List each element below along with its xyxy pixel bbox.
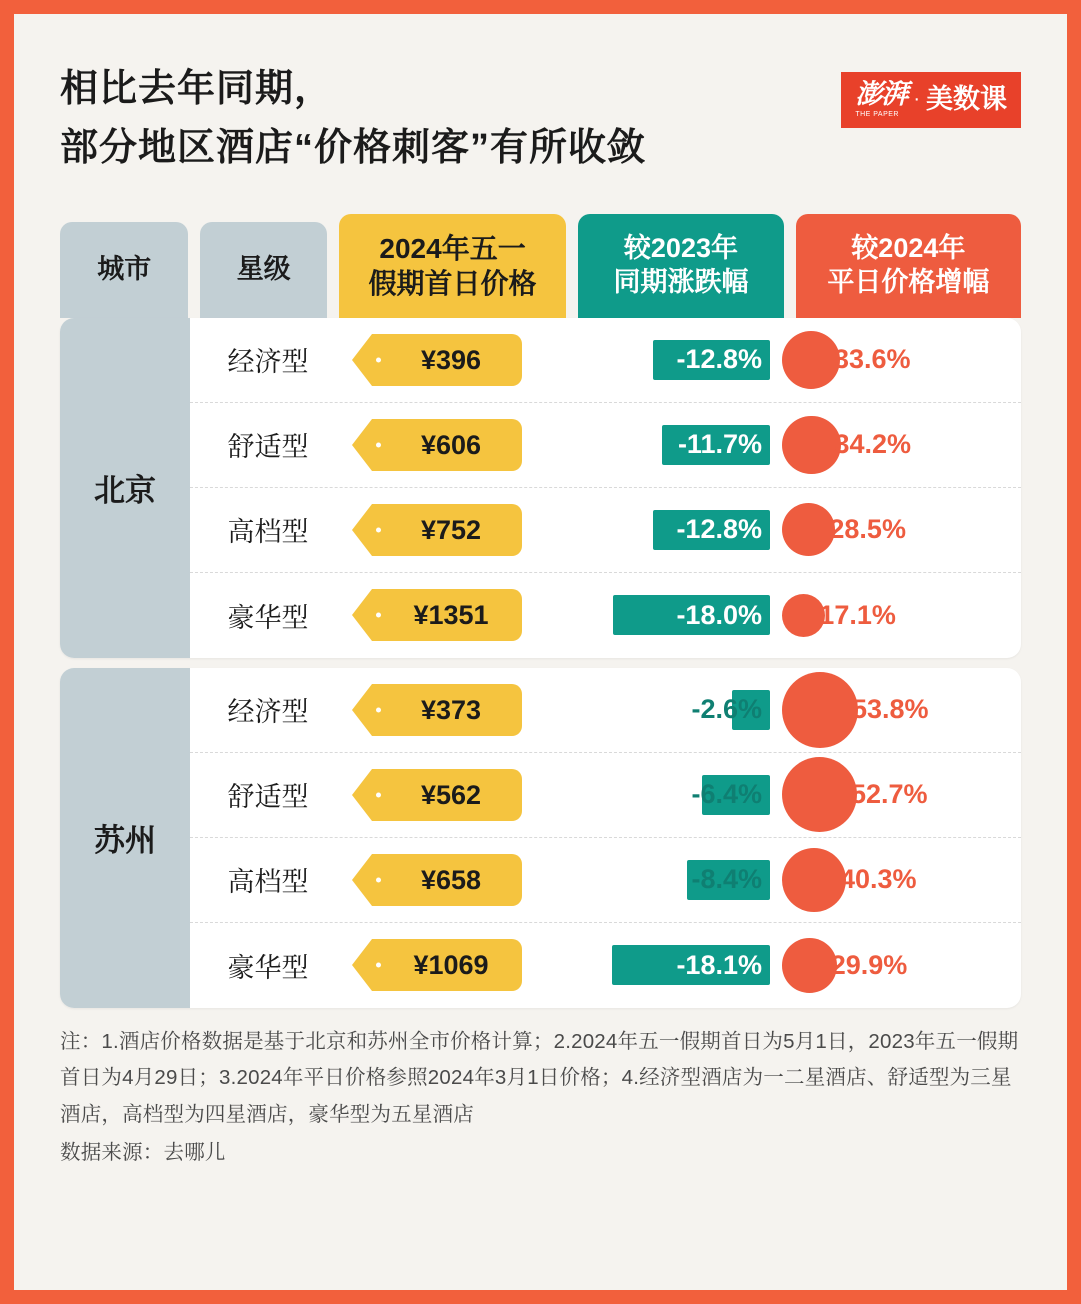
city-label: 北京 xyxy=(60,318,190,658)
yoy-cell xyxy=(562,573,770,658)
weekday-bubble xyxy=(782,331,840,389)
price-tag: ¥373 xyxy=(372,684,522,736)
weekday-cell xyxy=(770,938,998,993)
logo-sub: 美数课 xyxy=(926,83,1007,114)
logo-brand: 澎湃 THE PAPER xyxy=(855,78,908,118)
weekday-value: 34.2% xyxy=(834,429,912,460)
city-group xyxy=(60,318,1021,658)
weekday-value: 52.7% xyxy=(851,779,928,810)
yoy-value: -12.8% xyxy=(676,344,762,375)
weekday-cell xyxy=(770,416,998,475)
price-cell xyxy=(332,504,562,556)
price-tag: ¥1069 xyxy=(372,939,522,991)
table-row xyxy=(190,923,1021,1008)
price-tag: ¥752 xyxy=(372,504,522,556)
weekday-cell xyxy=(770,594,998,637)
price-tag: ¥562 xyxy=(372,769,522,821)
yoy-value: -11.7% xyxy=(677,429,762,460)
price-tag: ¥1351 xyxy=(372,589,522,641)
table-row xyxy=(190,668,1021,753)
star-level: 经济型 xyxy=(227,347,309,378)
yoy-cell xyxy=(562,318,770,402)
yoy-cell xyxy=(562,753,770,837)
price-cell xyxy=(332,939,562,991)
title-line-1: 相比去年同期， xyxy=(60,68,334,110)
price-cell xyxy=(332,769,562,821)
column-header-price xyxy=(339,214,566,318)
column-header-weekday-line2: 平日价格增幅 xyxy=(827,266,990,297)
column-header-city: 城市 xyxy=(60,222,188,318)
price-cell xyxy=(332,334,562,386)
yoy-cell xyxy=(562,668,770,752)
price-cell xyxy=(332,419,562,471)
table-header-row xyxy=(60,214,1021,318)
table-body xyxy=(60,318,1021,1008)
star-level: 豪华型 xyxy=(227,602,309,633)
price-tag: ¥396 xyxy=(372,334,522,386)
weekday-bubble xyxy=(782,757,857,832)
weekday-value: 17.1% xyxy=(819,599,896,630)
title-line-2: 部分地区酒店“价格刺客”有所收敛 xyxy=(60,126,647,169)
yoy-cell xyxy=(562,838,770,922)
weekday-bubble xyxy=(782,848,846,912)
weekday-value: 29.9% xyxy=(830,949,908,980)
weekday-value: 33.6% xyxy=(834,344,911,375)
logo-brand-en: THE PAPER xyxy=(855,110,899,118)
city-label: 苏州 xyxy=(60,668,190,1008)
yoy-cell xyxy=(562,403,770,487)
star-level: 高档型 xyxy=(227,517,309,548)
weekday-value: 40.3% xyxy=(840,864,917,895)
weekday-cell xyxy=(770,757,998,832)
yoy-value: -6.4% xyxy=(691,779,762,810)
table-row xyxy=(190,403,1021,488)
column-header-price-line1: 2024年五一 xyxy=(379,232,526,264)
logo xyxy=(841,72,1021,128)
star-level: 高档型 xyxy=(227,867,309,898)
weekday-bubble xyxy=(782,503,835,556)
price-cell xyxy=(332,854,562,906)
column-header-price-line2: 假期首日价格 xyxy=(368,267,537,299)
yoy-value: -2.6% xyxy=(691,694,762,725)
weekday-bubble xyxy=(782,938,837,993)
weekday-value: 28.5% xyxy=(829,514,906,545)
star-level: 经济型 xyxy=(227,697,309,728)
weekday-bubble xyxy=(782,672,858,748)
footnotes: 注：1.酒店价格数据是基于北京和苏州全市价格计算；2.2024年五一假期首日为5月1日，2023年五一假期首日为4月29日；3.2024年平日价格参照2024年3月1日价格；4.经济型酒店为一二星酒店、舒适型为三星酒店，高档型为四星酒店，豪华型为五星酒店 xyxy=(60,1029,1019,1126)
header xyxy=(60,60,1021,178)
yoy-value: -12.8% xyxy=(676,514,762,545)
weekday-cell xyxy=(770,672,998,748)
weekday-cell xyxy=(770,331,998,389)
star-level: 豪华型 xyxy=(227,952,309,983)
column-header-yoy-line2: 同期涨跌幅 xyxy=(613,266,749,297)
weekday-value: 53.8% xyxy=(852,694,929,725)
logo-dot: · xyxy=(913,88,920,110)
column-header-yoy xyxy=(578,214,784,318)
infographic-card xyxy=(14,14,1067,1290)
column-header-weekday xyxy=(796,214,1021,318)
table-row xyxy=(190,488,1021,573)
table-row xyxy=(190,753,1021,838)
data-source: 数据来源：去哪儿 xyxy=(60,1141,226,1165)
table-row xyxy=(190,573,1021,658)
column-header-yoy-line1: 较2023年 xyxy=(623,233,738,264)
weekday-cell xyxy=(770,848,998,912)
data-table xyxy=(60,214,1021,1008)
yoy-value: -8.4% xyxy=(691,864,762,895)
weekday-cell xyxy=(770,503,998,556)
price-cell xyxy=(332,684,562,736)
city-group xyxy=(60,668,1021,1008)
row-list xyxy=(190,668,1021,1008)
page-title xyxy=(60,60,646,178)
price-tag: ¥658 xyxy=(372,854,522,906)
column-header-star: 星级 xyxy=(200,222,326,318)
price-tag: ¥606 xyxy=(372,419,522,471)
row-list xyxy=(190,318,1021,658)
star-level: 舒适型 xyxy=(227,432,309,463)
table-row xyxy=(190,838,1021,923)
yoy-cell xyxy=(562,488,770,572)
yoy-cell xyxy=(562,923,770,1008)
price-cell xyxy=(332,589,562,641)
star-level: 舒适型 xyxy=(227,782,309,813)
column-header-weekday-line1: 较2024年 xyxy=(851,233,966,264)
yoy-value: -18.0% xyxy=(676,599,762,630)
yoy-value: -18.1% xyxy=(676,949,762,980)
weekday-bubble xyxy=(782,416,841,475)
table-row xyxy=(190,318,1021,403)
